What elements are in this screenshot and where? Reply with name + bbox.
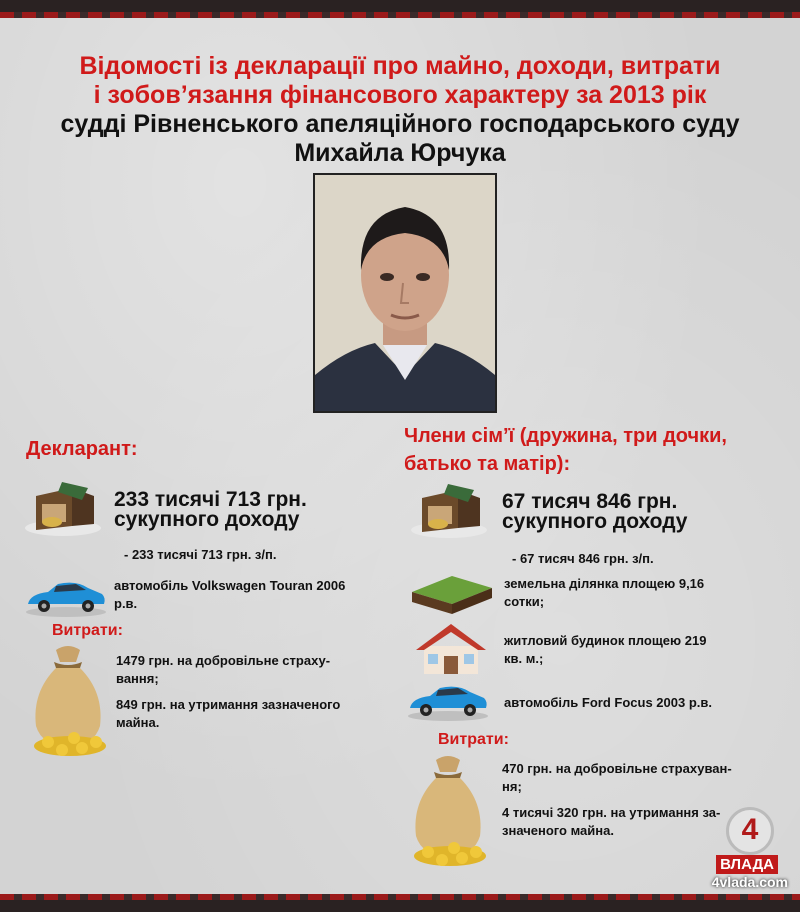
money-bag-icon xyxy=(406,752,490,875)
declarant-income-detail: - 233 тисячі 713 грн. з/п. xyxy=(124,547,277,562)
family-income-label: сукупного доходу xyxy=(502,510,688,533)
family-expense2-line2: значеного майна. xyxy=(502,823,614,838)
declarant-heading: Декларант: xyxy=(26,438,138,460)
title-line-3: судді Рівненського апеляційного господарського суду xyxy=(60,110,740,138)
car-icon xyxy=(406,682,490,727)
declarant-expense2-line1: 849 грн. на утримання зазначеного xyxy=(116,697,341,712)
declarant-car-line1: автомобіль Volkswagen Touran 2006 xyxy=(114,578,346,593)
title-line-2: і зобов’язання фінансового характеру за 2013 рік xyxy=(93,81,707,109)
declarant-income-amount: 233 тисячі 713 грн. xyxy=(114,488,307,511)
declarant-expense1-line2: вання; xyxy=(116,671,159,686)
declarant-expense1-line1: 1479 грн. на добровільне страху- xyxy=(116,653,331,668)
family-house-line2: кв. м.; xyxy=(504,651,544,666)
title-line-4: Михайла Юрчука xyxy=(294,139,506,167)
family-house-line1: житловий будинок площею 219 xyxy=(504,633,707,648)
declarant-expense2-line2: майна. xyxy=(116,715,160,730)
money-box-icon xyxy=(22,474,104,543)
family-income-detail: - 67 тисяч 846 грн. з/п. xyxy=(512,551,654,566)
portrait-photo xyxy=(313,173,497,413)
site-watermark xyxy=(712,807,788,890)
title-line-1: Відомості із декларації про майно, доходи, витрати xyxy=(79,52,721,80)
money-box-icon xyxy=(408,476,490,545)
family-heading-line2: батько та матір): xyxy=(404,453,571,475)
declarant-car-line2: р.в. xyxy=(114,596,138,611)
house-icon xyxy=(414,620,488,683)
declarant-expenses-heading: Витрати: xyxy=(52,622,123,639)
land-plot-icon xyxy=(408,568,496,623)
family-car: автомобіль Ford Focus 2003 р.в. xyxy=(504,695,712,710)
money-bag-icon xyxy=(26,642,110,765)
family-heading-line1: Члени сім’ї (дружина, три дочки, xyxy=(404,425,727,447)
family-expense1-line2: ня; xyxy=(502,779,522,794)
watermark-logo-number: 4 xyxy=(726,807,774,855)
top-border xyxy=(0,0,800,18)
watermark-brand: ВЛАДА xyxy=(716,855,778,874)
family-land-line1: земельна ділянка площею 9,16 xyxy=(504,576,705,591)
bottom-border xyxy=(0,894,800,912)
family-expenses-heading: Витрати: xyxy=(438,731,509,748)
page-title xyxy=(0,52,800,168)
family-expense1-line1: 470 грн. на добровільне страхуван- xyxy=(502,761,732,776)
family-income-amount: 67 тисяч 846 грн. xyxy=(502,490,678,513)
declarant-income-label: сукупного доходу xyxy=(114,508,300,531)
watermark-site: 4vlada.com xyxy=(711,874,788,890)
family-expense2-line1: 4 тисячі 320 грн. на утримання за- xyxy=(502,805,721,820)
family-land-line2: сотки; xyxy=(504,594,545,609)
car-icon xyxy=(24,578,108,623)
